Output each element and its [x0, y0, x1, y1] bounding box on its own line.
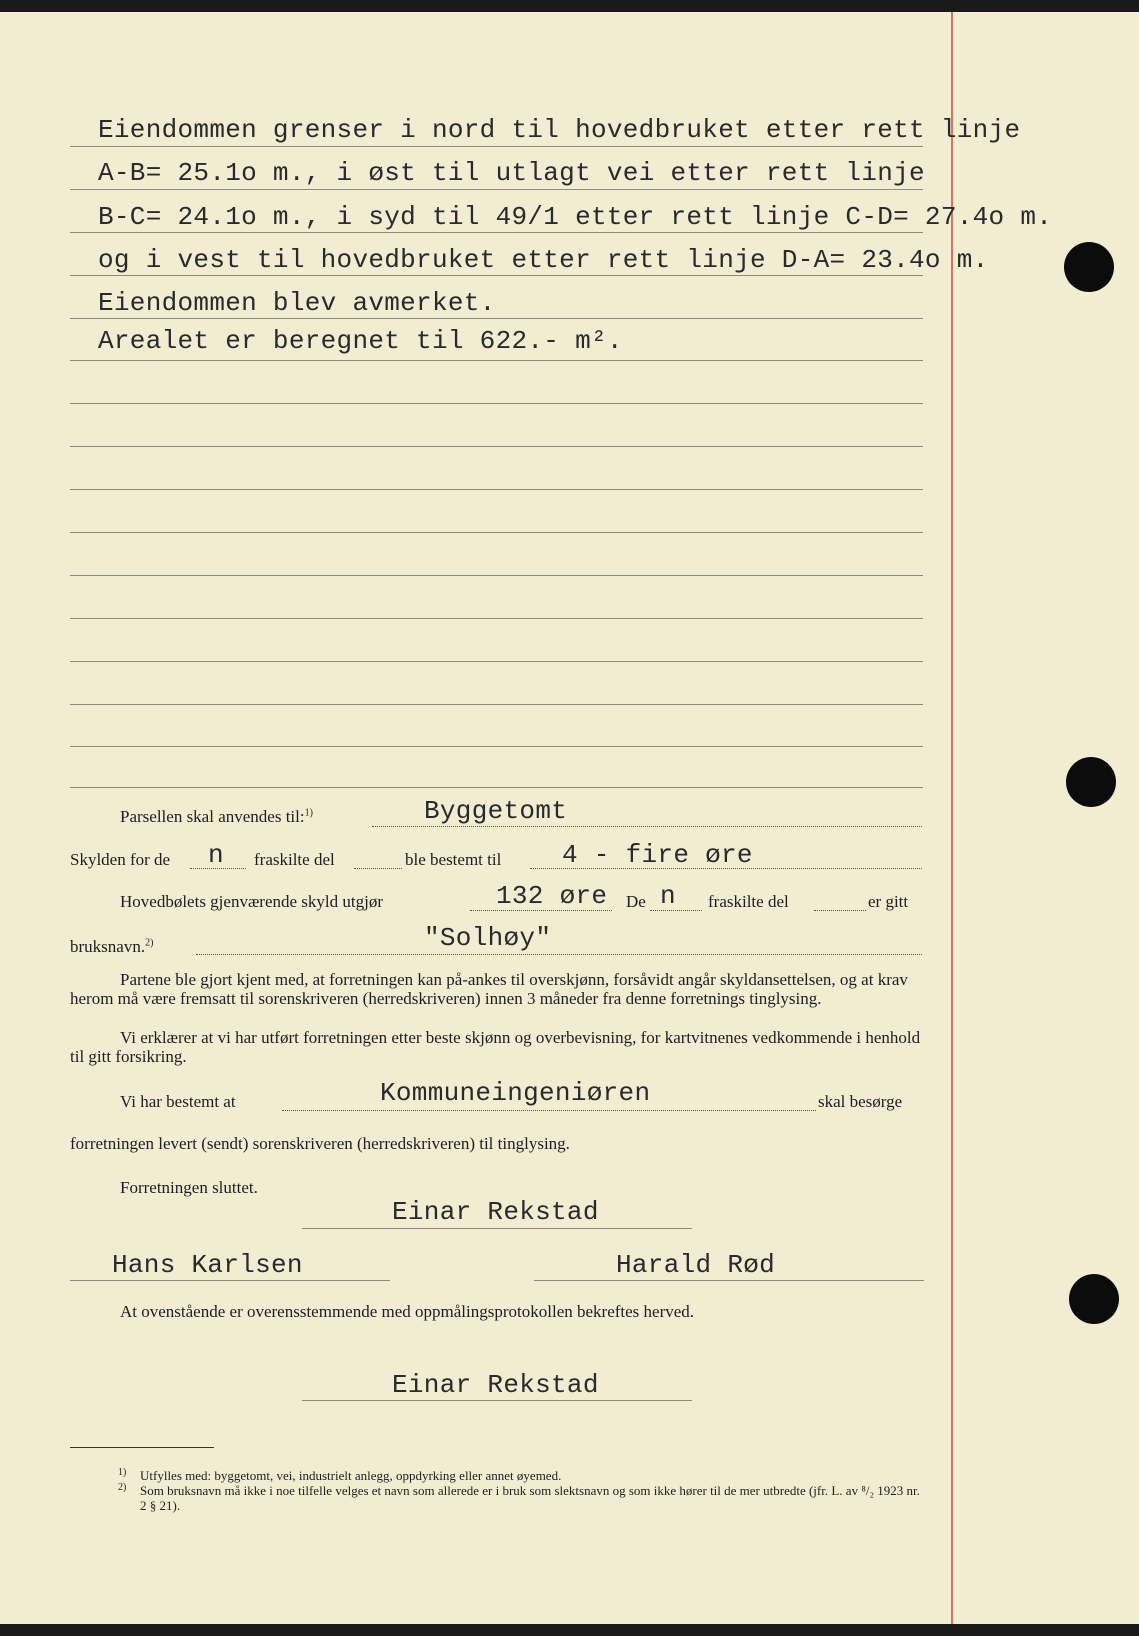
punch-hole-middle	[1066, 757, 1116, 807]
ruled-line	[70, 360, 923, 361]
main-label-2: De	[626, 892, 646, 911]
ruled-line	[70, 704, 923, 705]
ruled-line	[70, 275, 923, 276]
document-page	[0, 12, 1139, 1624]
delivered-text: forretningen levert (sendt) sorenskriveren (herredskriveren) til tinglysing.	[70, 1134, 570, 1153]
ruled-line	[70, 746, 923, 747]
decided-label-2: skal besørge	[818, 1092, 903, 1111]
decided-label-1: Vi har bestemt at	[120, 1092, 236, 1111]
signature-top: Einar Rekstad	[392, 1197, 599, 1227]
tax-label-1: Skylden for de	[70, 850, 171, 869]
signature-line-right	[534, 1280, 924, 1281]
ruled-line	[70, 146, 923, 147]
ruled-line	[70, 403, 923, 404]
main-value: 132 øre	[496, 881, 608, 911]
footnote-2: 2) Som bruksnavn må ikke i noe tilfelle velges et navn som allerede er i bruk som slektsnavn og som ikke hører til de mer utbredte (jfr. L. av ⁸/₂ 1923 nr. 2 § 21).	[118, 1482, 920, 1513]
signature-line-left	[70, 1280, 390, 1281]
tax-label-2: fraskilte del	[254, 850, 335, 869]
typed-line-5: Eiendommen blev avmerket.	[98, 288, 496, 318]
ruled-line	[70, 446, 923, 447]
ruled-line	[70, 618, 923, 619]
signature-line-top	[302, 1228, 692, 1229]
typed-line-2: A-B= 25.1o m., i øst til utlagt vei etter rett linje	[98, 158, 925, 188]
main-dots-3	[814, 910, 866, 911]
tax-fill-n: n	[208, 840, 224, 870]
confirm-text: At ovenstående er overensstemmende med oppmålingsprotokollen bekreftes herved.	[120, 1302, 695, 1321]
footnote-divider	[70, 1447, 214, 1448]
main-dots-2	[650, 910, 702, 911]
tax-value: 4 - fire øre	[562, 840, 753, 870]
closed-text: Forretningen sluttet.	[120, 1178, 258, 1197]
ruled-line	[70, 575, 923, 576]
typed-line-4: og i vest til hovedbruket etter rett linje D-A= 23.4o m.	[98, 245, 989, 275]
main-label-4: er gitt	[868, 892, 909, 911]
ruled-line	[70, 489, 923, 490]
decided-value: Kommuneingeniøren	[380, 1078, 651, 1108]
ruled-line	[70, 318, 923, 319]
ruled-line	[70, 787, 923, 788]
tax-label-3: ble bestemt til	[405, 850, 502, 869]
signature-bottom: Einar Rekstad	[392, 1370, 599, 1400]
main-label-3: fraskilte del	[708, 892, 789, 911]
ruled-line	[70, 661, 923, 662]
usage-label: Parsellen skal anvendes til:$^{1)}$	[120, 807, 313, 826]
ruled-line	[70, 189, 923, 190]
ruled-line	[70, 232, 923, 233]
footnotes	[118, 1468, 928, 1513]
typed-line-1: Eiendommen grenser i nord til hovedbruket etter rett linje	[98, 115, 1021, 145]
usage-dots	[372, 826, 922, 827]
signature-right: Harald Rød	[616, 1250, 776, 1280]
decided-dots	[282, 1110, 816, 1111]
typed-line-3: B-C= 24.1o m., i syd til 49/1 etter rett linje C-D= 27.4o m.	[98, 202, 1053, 232]
usage-value: Byggetomt	[424, 796, 568, 826]
name-label: bruksnavn.$^{2)}$	[70, 937, 154, 956]
name-dots	[196, 954, 922, 955]
typed-line-6: Arealet er beregnet til 622.- m².	[98, 326, 623, 356]
paragraph-declaration: Vi erklærer at vi har utført forretningen etter beste skjønn og overbevisning, for kartvitnenes vedkommende i henhold til gitt forsikring.	[70, 1028, 921, 1066]
ruled-line	[70, 532, 923, 533]
signature-line-bottom	[302, 1400, 692, 1401]
main-label-1: Hovedbølets gjenværende skyld utgjør	[120, 892, 383, 911]
tax-dots-2	[354, 868, 402, 869]
punch-hole-bottom	[1069, 1274, 1119, 1324]
main-fill-n: n	[660, 881, 676, 911]
name-value: "Solhøy"	[424, 923, 552, 953]
paragraph-appeal: Partene ble gjort kjent med, at forretningen kan på-ankes til overskjønn, forsåvidt angår skyldansettelsen, og at krav herom må være fremsatt til sorenskriveren (herredskriveren) innen 3 måneder fra denne forretnings tinglysing.	[70, 970, 908, 1008]
footnote-1: 1) Utfylles med: byggetomt, vei, industrielt anlegg, oppdyrking eller annet øyemed.	[118, 1467, 562, 1483]
signature-left: Hans Karlsen	[112, 1250, 303, 1280]
punch-hole-top	[1064, 242, 1114, 292]
